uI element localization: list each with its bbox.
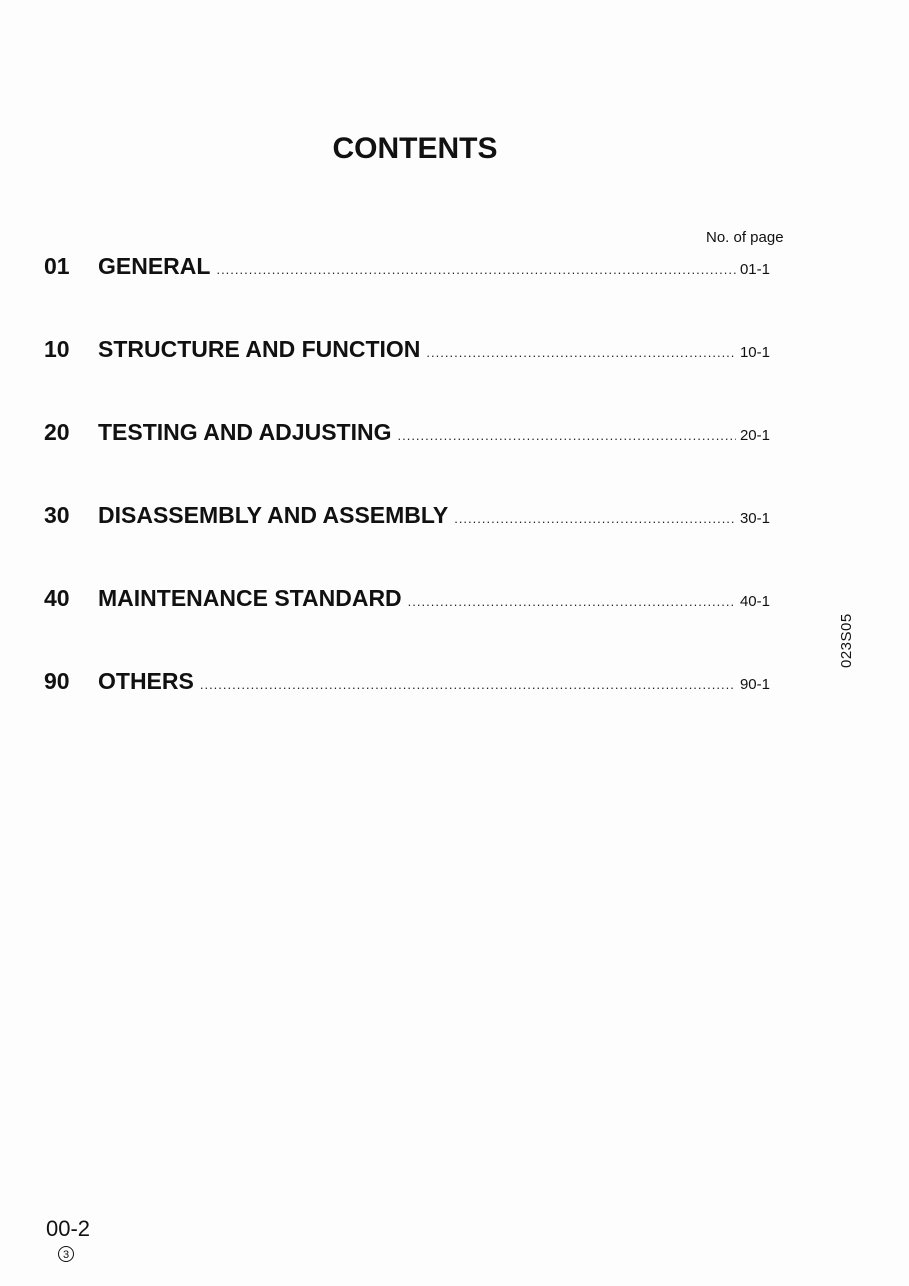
footer-revision-circle-icon: 3 (58, 1246, 74, 1262)
toc-entry-page: 90-1 (739, 676, 770, 693)
toc-entry-title: MAINTENANCE STANDARD (98, 585, 402, 611)
toc-entry-number: 20 (44, 419, 70, 445)
toc-entry-title: STRUCTURE AND FUNCTION (98, 336, 421, 362)
toc-entry-general[interactable] (44, 253, 770, 283)
toc-entry-disassembly-and-assembly[interactable] (44, 502, 770, 532)
toc-entry-structure-and-function[interactable] (44, 336, 770, 366)
toc-entry-title: TESTING AND ADJUSTING (98, 419, 392, 445)
toc-entry-title: GENERAL (98, 253, 211, 279)
toc-entry-number: 10 (44, 336, 70, 362)
toc-entry-page: 30-1 (739, 510, 770, 527)
side-document-code: 023S05 (838, 613, 855, 668)
contents-title: CONTENTS (332, 132, 498, 165)
column-header-no-of-page: No. of page (706, 229, 784, 246)
dot-leader (408, 594, 736, 609)
dot-leader (397, 428, 735, 443)
toc-entry-page: 40-1 (739, 593, 770, 610)
toc-entry-number: 30 (44, 502, 70, 528)
toc-entry-page: 10-1 (739, 344, 770, 361)
toc-entry-testing-and-adjusting[interactable] (44, 419, 770, 449)
toc-entry-page: 01-1 (739, 261, 770, 278)
toc-entry-page: 20-1 (739, 427, 770, 444)
toc-entry-number: 01 (44, 253, 70, 279)
toc-entry-others[interactable] (44, 668, 770, 698)
toc-entry-title: OTHERS (98, 668, 194, 694)
toc-entry-maintenance-standard[interactable] (44, 585, 770, 615)
dot-leader (454, 511, 736, 526)
footer-page-number: 00-2 (46, 1216, 91, 1241)
toc-entry-number: 40 (44, 585, 70, 611)
toc-entry-title: DISASSEMBLY AND ASSEMBLY (98, 502, 449, 528)
dot-leader (426, 345, 736, 360)
dot-leader (200, 677, 736, 692)
toc-entry-number: 90 (44, 668, 70, 694)
dot-leader (216, 262, 736, 277)
